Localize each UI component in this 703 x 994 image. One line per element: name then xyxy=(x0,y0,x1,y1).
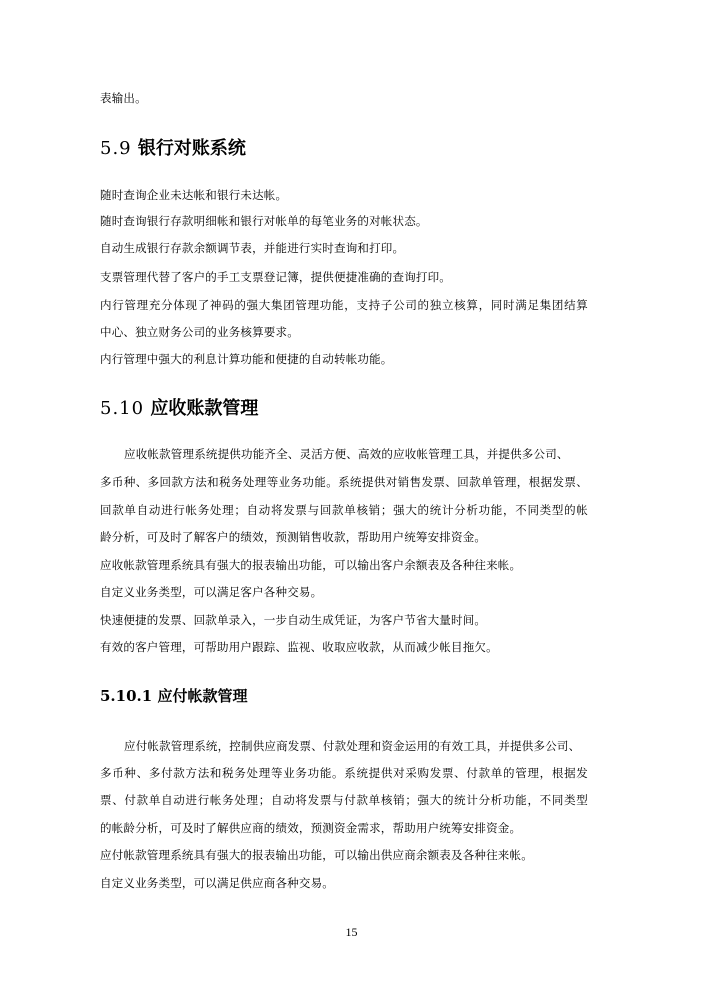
paragraph-line: 应付帐款管理系统具有强大的报表输出功能，可以输出供应商余额表及各种往来帐。 xyxy=(100,848,533,862)
paragraph-line: 多币种、多付款方法和税务处理等业务功能。系统提供对采购发票、付款单的管理，根据发 xyxy=(100,766,588,780)
paragraph-line: 应收帐款管理系统具有强大的报表输出功能，可以输出客户余额表及各种往来帐。 xyxy=(100,558,522,572)
subsection-heading-5-10-1 xyxy=(100,686,247,706)
section-title: 银行对账系统 xyxy=(137,138,246,159)
section-heading-5-10 xyxy=(100,397,258,421)
paragraph-line: 随时查询企业未达帐和银行未达帐。 xyxy=(100,188,288,202)
paragraph-line: 的帐龄分析，可及时了解供应商的绩效，预测资金需求，帮助用户统筹安排资金。 xyxy=(100,821,522,835)
paragraph-line: 自定义业务类型，可以满足供应商各种交易。 xyxy=(100,876,334,890)
paragraph-line: 内行管理中强大的利息计算功能和便捷的自动转帐功能。 xyxy=(100,352,393,366)
paragraph-line: 应收帐款管理系统提供功能齐全、灵活方便、高效的应收帐管理工具，并提供多公司、 xyxy=(124,447,569,461)
paragraph-line: 多币种、多回款方法和税务处理等业务功能。系统提供对销售发票、回款单管理，根据发票、 xyxy=(100,475,588,489)
paragraph-line: 自定义业务类型，可以满足客户各种交易。 xyxy=(100,585,323,599)
section-number: 5.10 xyxy=(100,398,145,419)
paragraph-line: 中心、独立财务公司的业务核算要求。 xyxy=(100,325,299,339)
paragraph-line: 自动生成银行存款余额调节表，并能进行实时查询和打印。 xyxy=(100,241,405,255)
section-number: 5.9 xyxy=(100,138,132,159)
paragraph-line: 内行管理充分体现了神码的强大集团管理功能，支持子公司的独立核算，同时满足集团结算 xyxy=(100,298,588,312)
section-title: 应收账款管理 xyxy=(150,398,259,419)
paragraph-line: 随时查询银行存款明细帐和银行对帐单的每笔业务的对帐状态。 xyxy=(100,214,428,228)
section-number: 5.10.1 xyxy=(100,687,153,705)
paragraph-line: 票、付款单自动进行帐务处理；自动将发票与付款单核销；强大的统计分析功能，不同类型 xyxy=(100,793,588,807)
paragraph-line: 回款单自动进行帐务处理；自动将发票与回款单核销；强大的统计分析功能，不同类型的帐 xyxy=(100,503,588,517)
section-title: 应付帐款管理 xyxy=(157,687,248,705)
page-number: 15 xyxy=(345,925,358,939)
paragraph-line: 有效的客户管理，可帮助用户跟踪、监视、收取应收款，从而减少帐目拖欠。 xyxy=(100,640,498,654)
section-heading-5-9 xyxy=(100,137,246,161)
paragraph-line: 支票管理代替了客户的手工支票登记簿，提供便捷准确的查询打印。 xyxy=(100,270,451,284)
paragraph-line: 龄分析，可及时了解客户的绩效，预测销售收款，帮助用户统筹安排资金。 xyxy=(100,530,487,544)
paragraph-line: 应付帐款管理系统，控制供应商发票、付款处理和资金运用的有效工具，并提供多公司、 xyxy=(124,739,581,753)
paragraph-line: 快速便捷的发票、回款单录入，一步自动生成凭证，为客户节省大量时间。 xyxy=(100,613,487,627)
continuation-text: 表输出。 xyxy=(100,91,147,105)
